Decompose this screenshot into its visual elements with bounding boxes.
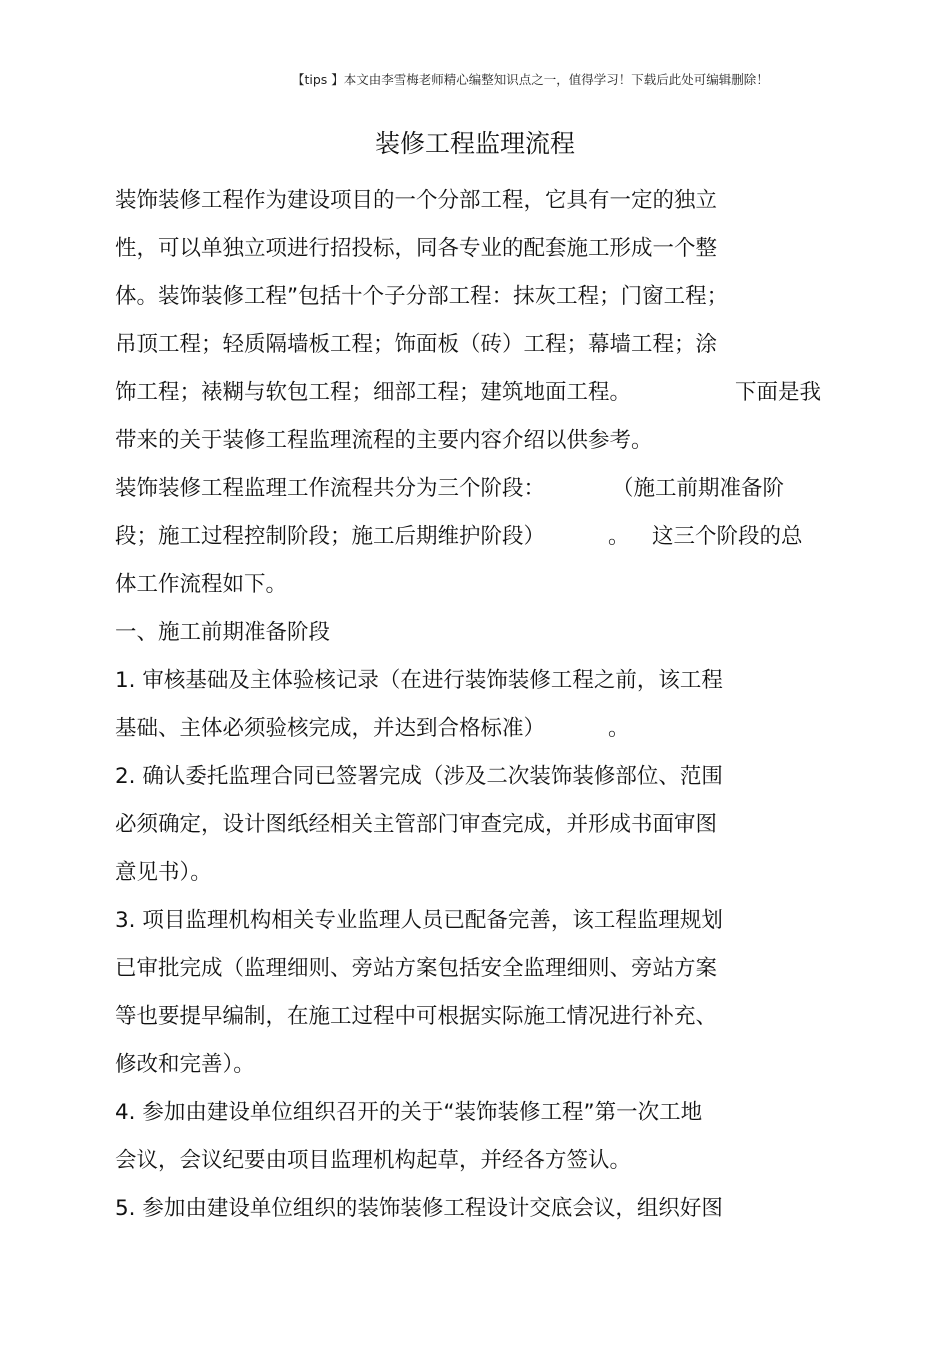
body-line: 饰工程；裱糊与软包工程；细部工程；建筑地面工程。 (115, 380, 632, 405)
body-line-tail: 。 (608, 716, 630, 741)
list-item: 5. 参加由建设单位组织的装饰装修工程设计交底会议，组织好图 (115, 1196, 723, 1221)
body-line-tail: 下面是我 (735, 380, 822, 405)
body-line-mid: 。 (608, 524, 630, 549)
body-line: 体工作流程如下。 (115, 572, 288, 597)
body-line: 等也要提早编制，在施工过程中可根据实际施工情况进行补充、 (115, 1004, 718, 1029)
list-item: 4. 参加由建设单位组织召开的关于“装饰装修工程”第一次工地 (115, 1100, 703, 1125)
body-line-tail: （施工前期准备阶 (612, 476, 785, 501)
document-title: 装修工程监理流程 (374, 129, 575, 158)
list-item: 3. 项目监理机构相关专业监理人员已配备完善，该工程监理规划 (115, 908, 723, 933)
body-line: 性，可以单独立项进行招投标，同各专业的配套施工形成一个整 (115, 236, 718, 261)
body-line: 体。装饰装修工程”包括十个子分部工程：抹灰工程；门窗工程； (115, 284, 729, 309)
body-line: 意见书）。 (115, 860, 212, 885)
header-tips: 【tips 】本文由李雪梅老师精心编整知识点之一，值得学习！下载后此处可编辑删除！ (292, 72, 769, 87)
body-line: 必须确定，设计图纸经相关主管部门审查完成，并形成书面审图 (115, 812, 718, 837)
body-line: 段；施工过程控制阶段；施工后期维护阶段） (115, 524, 546, 549)
body-line: 吊顶工程；轻质隔墙板工程；饰面板（砖）工程；幕墙工程；涂 (115, 332, 718, 357)
body-line: 带来的关于装修工程监理流程的主要内容介绍以供参考。 (115, 428, 653, 453)
list-item: 1. 审核基础及主体验核记录（在进行装饰装修工程之前，该工程 (115, 668, 723, 693)
section-heading: 一、施工前期准备阶段 (115, 620, 331, 645)
body-line: 会议，会议纪要由项目监理机构起草，并经各方签认。 (115, 1148, 632, 1173)
body-line: 已审批完成（监理细则、旁站方案包括安全监理细则、旁站方案 (115, 956, 718, 981)
list-item: 2. 确认委托监理合同已签署完成（涉及二次装饰装修部位、范围 (115, 764, 723, 789)
body-line: 修改和完善）。 (115, 1052, 255, 1077)
body-line: 装饰装修工程作为建设项目的一个分部工程，它具有一定的独立 (115, 188, 718, 213)
body-line: 装饰装修工程监理工作流程共分为三个阶段： (115, 476, 546, 501)
body-line: 基础、主体必须验核完成，并达到合格标准） (115, 716, 546, 741)
body-line-tail: 这三个阶段的总 (652, 524, 803, 549)
